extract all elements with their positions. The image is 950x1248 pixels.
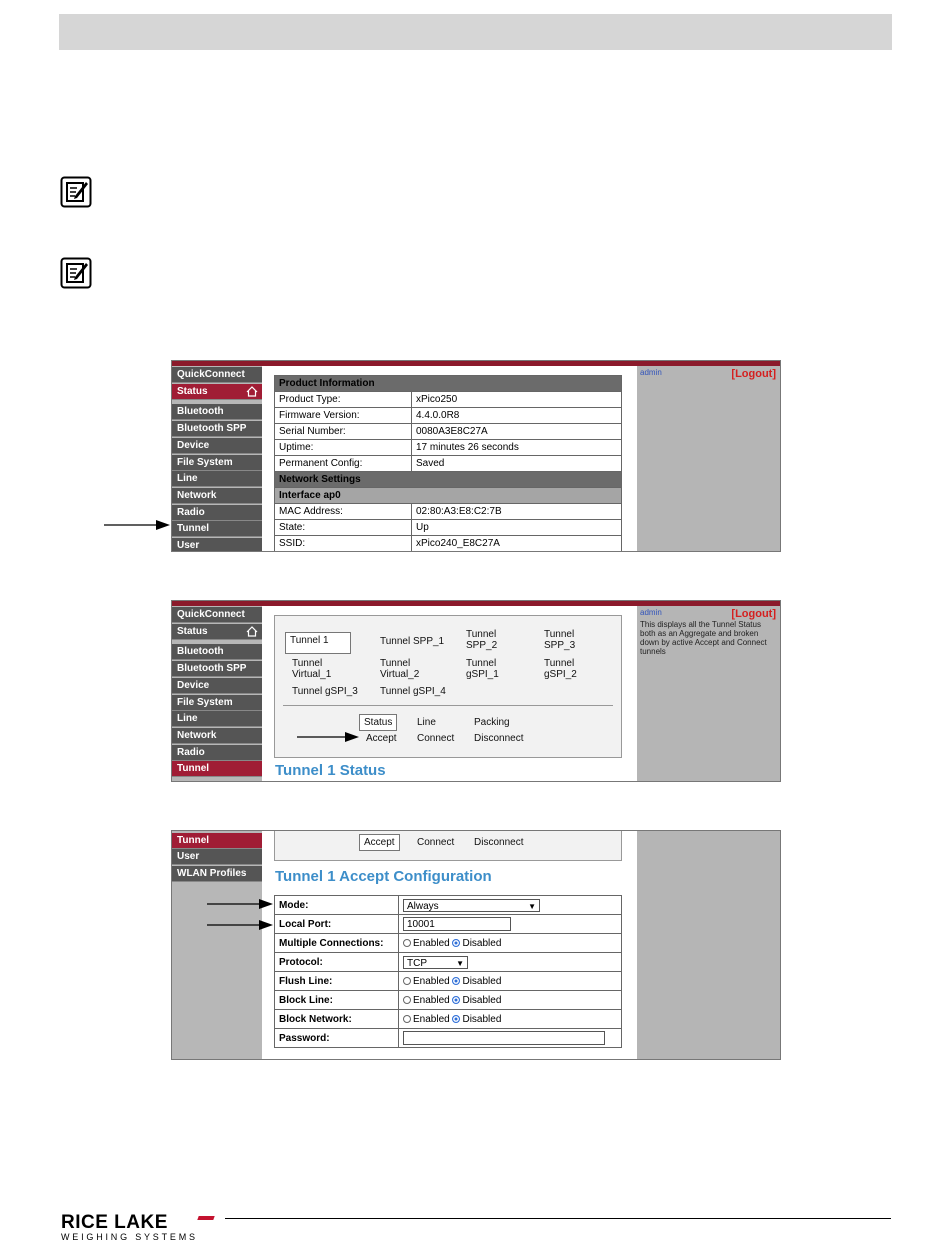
- table-row: Serial Number: 0080A3E8C27A: [275, 424, 622, 440]
- status-screenshot: [171, 360, 781, 552]
- section-header: Network Settings: [275, 472, 622, 488]
- table-row: Uptime: 17 minutes 26 seconds: [275, 440, 622, 456]
- sidebar: [172, 831, 262, 1059]
- table-row: Flush Line: Enabled Disabled: [275, 972, 622, 991]
- note-icon: [60, 257, 92, 289]
- divider: [283, 705, 613, 706]
- sidebar-item-bluetooth-spp[interactable]: Bluetooth SPP: [172, 661, 262, 677]
- sidebar-item-bluetooth-spp[interactable]: Bluetooth SPP: [172, 421, 262, 437]
- admin-link[interactable]: admin: [640, 368, 662, 377]
- sidebar-item-network[interactable]: Network: [172, 488, 262, 504]
- subtab-packing[interactable]: Packing: [474, 717, 510, 728]
- password-input[interactable]: [403, 1031, 605, 1045]
- table-row: Mode: Always ▼: [275, 896, 622, 915]
- sidebar: [172, 606, 262, 781]
- tab-tunnel-gspi-2[interactable]: Tunnel gSPI_2: [544, 658, 577, 680]
- sidebar-item-tunnel[interactable]: Tunnel: [172, 761, 262, 777]
- enabled-radio[interactable]: [403, 977, 411, 985]
- sidebar-item-line[interactable]: Line: [172, 711, 262, 727]
- section-header: Product Information: [275, 376, 622, 392]
- sidebar-item-bluetooth[interactable]: Bluetooth: [172, 404, 262, 420]
- sidebar-item-status[interactable]: Status: [172, 384, 262, 400]
- subtab-line[interactable]: Line: [417, 717, 436, 728]
- chevron-down-icon: ▼: [528, 901, 536, 911]
- table-row: Block Line: Enabled Disabled: [275, 991, 622, 1010]
- sidebar-item-device[interactable]: Device: [172, 678, 262, 694]
- note-icon: [60, 176, 92, 208]
- arrow-icon: [207, 898, 273, 910]
- table-row: State: Up: [275, 520, 622, 536]
- sidebar-item-user[interactable]: User: [172, 849, 262, 865]
- protocol-select[interactable]: TCP ▼: [403, 956, 468, 969]
- tab-tunnel-virtual-2[interactable]: Tunnel Virtual_2: [380, 658, 420, 680]
- sidebar-item-file-system[interactable]: File System: [172, 695, 262, 711]
- sidebar-item-quickconnect[interactable]: QuickConnect: [172, 367, 262, 383]
- admin-link[interactable]: admin: [640, 608, 662, 617]
- logout-link[interactable]: [Logout]: [731, 608, 776, 620]
- subsection-header: Interface ap0: [275, 488, 622, 504]
- table-row: Firmware Version: 4.4.0.0R8: [275, 408, 622, 424]
- sidebar-item-wlan-profiles[interactable]: WLAN Profiles: [172, 866, 262, 882]
- sidebar-item-bluetooth[interactable]: Bluetooth: [172, 644, 262, 660]
- arrow-icon: [104, 519, 170, 531]
- sidebar-item-file-system[interactable]: File System: [172, 455, 262, 471]
- subtab-accept[interactable]: Accept: [366, 733, 397, 744]
- logo-accent: [197, 1216, 214, 1220]
- tab-tunnel-1[interactable]: Tunnel 1: [285, 632, 351, 654]
- sidebar-item-radio[interactable]: Radio: [172, 745, 262, 761]
- table-row: Protocol: TCP ▼: [275, 953, 622, 972]
- table-row: Password:: [275, 1029, 622, 1048]
- enabled-radio[interactable]: [403, 939, 411, 947]
- subtab-connect[interactable]: Connect: [417, 837, 455, 848]
- sidebar-item-user[interactable]: User: [172, 538, 262, 552]
- enabled-radio[interactable]: [403, 1015, 411, 1023]
- accept-config-table: [274, 895, 622, 1048]
- sidebar-item-line[interactable]: Line: [172, 471, 262, 487]
- disabled-radio[interactable]: [452, 939, 460, 947]
- chevron-down-icon: ▼: [456, 958, 464, 968]
- sidebar-item-status[interactable]: Status: [172, 624, 262, 640]
- table-row: Multiple Connections: Enabled Disabled: [275, 934, 622, 953]
- arrow-icon: [297, 731, 359, 743]
- sidebar-item-tunnel[interactable]: Tunnel: [172, 833, 262, 849]
- mode-select[interactable]: Always ▼: [403, 899, 540, 912]
- right-panel: [637, 831, 780, 1059]
- tab-tunnel-spp-1[interactable]: Tunnel SPP_1: [380, 636, 445, 647]
- right-panel: [637, 606, 780, 781]
- sidebar-item-network[interactable]: Network: [172, 728, 262, 744]
- sidebar-item-quickconnect[interactable]: QuickConnect: [172, 607, 262, 623]
- table-row: Product Type: xPico250: [275, 392, 622, 408]
- tab-tunnel-virtual-1[interactable]: Tunnel Virtual_1: [292, 658, 332, 680]
- subtab-disconnect[interactable]: Disconnect: [474, 733, 524, 744]
- subtab-status[interactable]: Status: [359, 714, 397, 731]
- sidebar-item-radio[interactable]: Radio: [172, 505, 262, 521]
- table-row: Permanent Config: Saved: [275, 456, 622, 472]
- header-bar: [59, 14, 892, 50]
- table-row: SSID: xPico240_E8C27A: [275, 536, 622, 552]
- table-row: MAC Address: 02:80:A3:E8:C2:7B: [275, 504, 622, 520]
- logout-link[interactable]: [Logout]: [731, 368, 776, 380]
- accept-config-screenshot: [171, 830, 781, 1060]
- subtab-disconnect[interactable]: Disconnect: [474, 837, 524, 848]
- subtab-accept[interactable]: Accept: [359, 834, 400, 851]
- right-panel: [637, 366, 780, 551]
- disabled-radio[interactable]: [452, 996, 460, 1004]
- product-info-table: [274, 375, 622, 552]
- sidebar: [172, 366, 262, 551]
- sidebar-item-device[interactable]: Device: [172, 438, 262, 454]
- table-row: Block Network: Enabled Disabled: [275, 1010, 622, 1029]
- rice-lake-logo: RICE LAKE WEIGHING SYSTEMS: [61, 1213, 198, 1243]
- enabled-radio[interactable]: [403, 996, 411, 1004]
- page-title: Tunnel 1 Status: [275, 762, 386, 779]
- footer-rule: [225, 1218, 891, 1219]
- home-icon: [246, 386, 258, 397]
- arrow-icon: [207, 919, 273, 931]
- local-port-input[interactable]: 10001: [403, 917, 511, 931]
- subtab-box: [274, 830, 622, 861]
- tab-tunnel-gspi-1[interactable]: Tunnel gSPI_1: [466, 658, 499, 680]
- disabled-radio[interactable]: [452, 1015, 460, 1023]
- tab-tunnel-gspi-3[interactable]: Tunnel gSPI_3: [292, 686, 358, 697]
- tab-tunnel-spp-3[interactable]: Tunnel SPP_3: [544, 629, 576, 651]
- home-icon: [246, 626, 258, 637]
- subtab-connect[interactable]: Connect: [417, 733, 455, 744]
- disabled-radio[interactable]: [452, 977, 460, 985]
- tab-tunnel-spp-2[interactable]: Tunnel SPP_2: [466, 629, 498, 651]
- help-text: This displays all the Tunnel Status both as an Aggregate and broken down by active Accept and Connect tunnels: [640, 620, 767, 656]
- tunnel-status-screenshot: [171, 600, 781, 782]
- page-title: Tunnel 1 Accept Configuration: [275, 868, 492, 885]
- sidebar-item-tunnel[interactable]: Tunnel: [172, 521, 262, 537]
- table-row: Local Port: 10001: [275, 915, 622, 934]
- tab-tunnel-gspi-4[interactable]: Tunnel gSPI_4: [380, 686, 446, 697]
